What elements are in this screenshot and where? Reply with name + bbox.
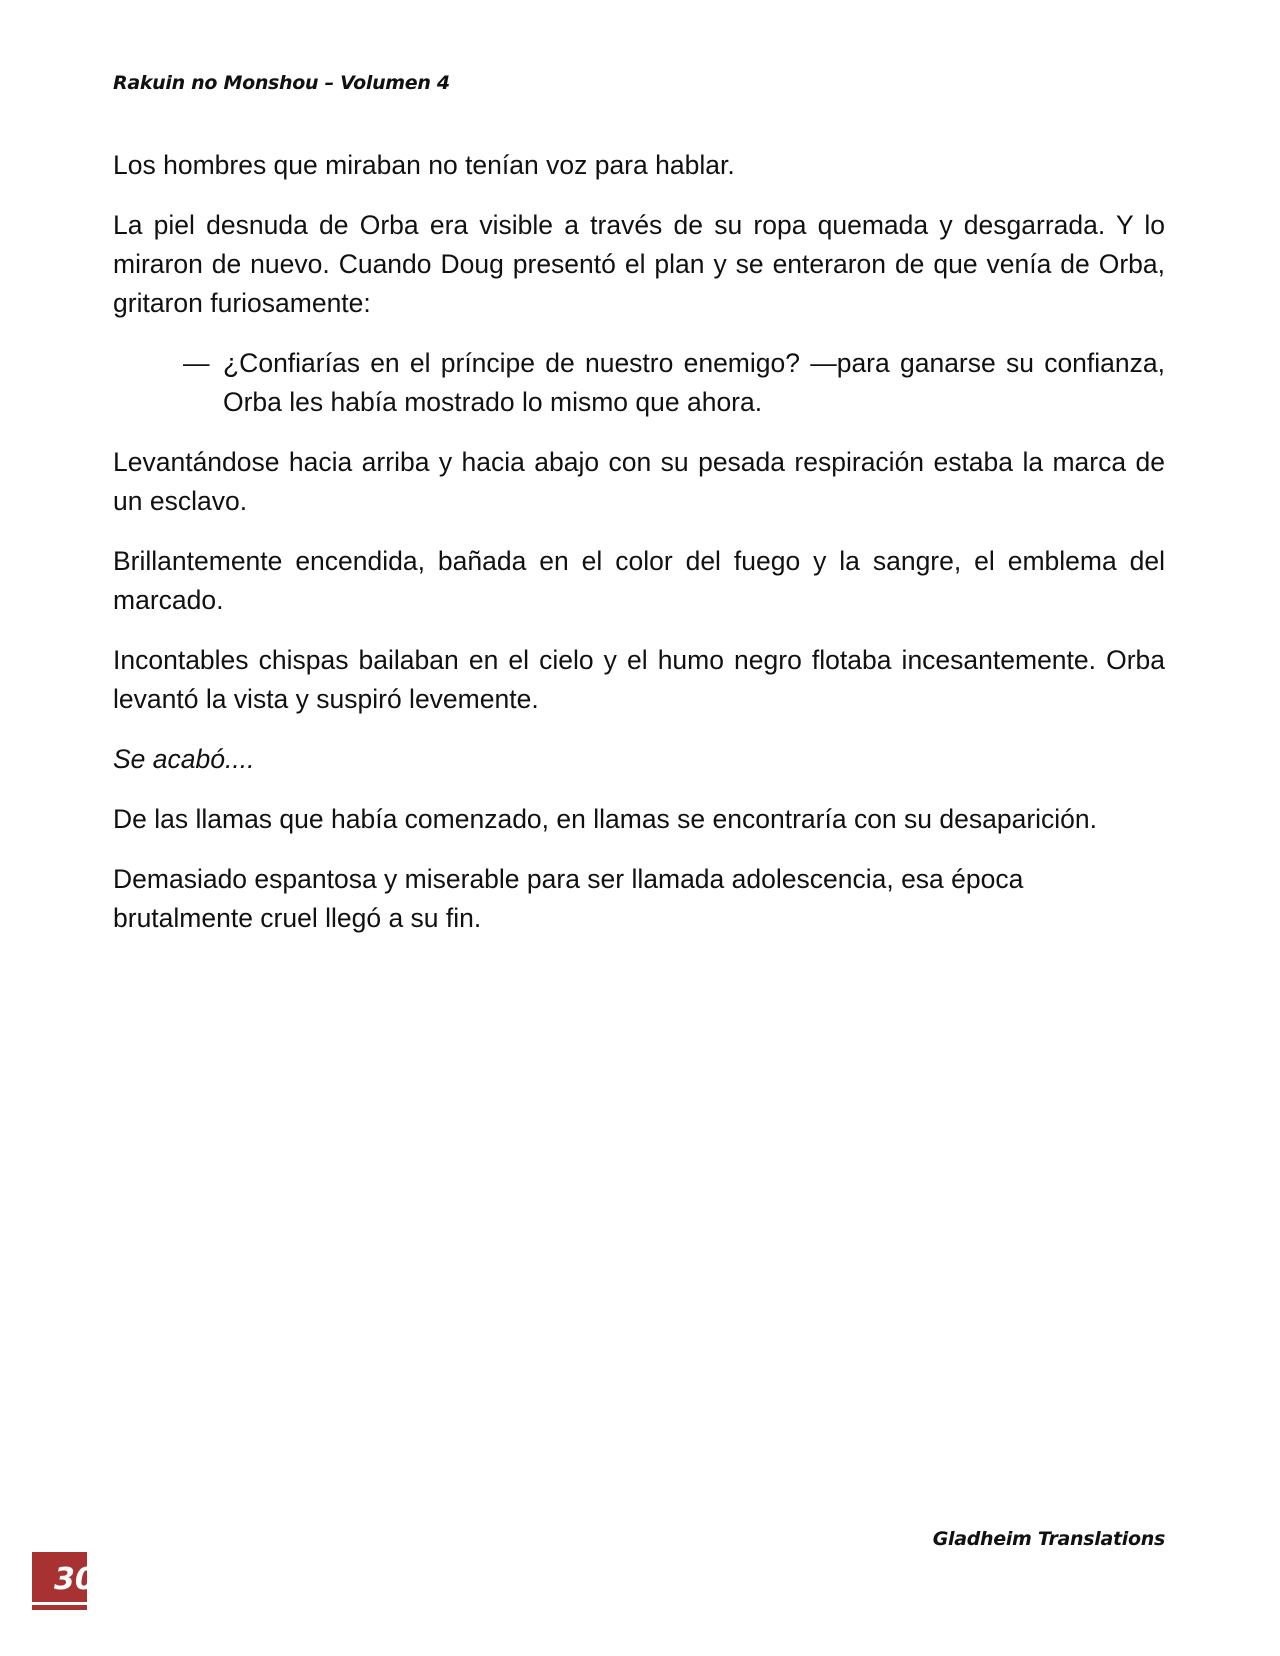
running-header: Rakuin no Monshou – Volumen 4 <box>113 72 450 94</box>
paragraph-4: Brillantemente encendida, bañada en el color del fuego y la sangre, el emblema del marcado. <box>113 546 1165 615</box>
footer-credit: Gladheim Translations <box>932 1528 1165 1550</box>
paragraph-8: Demasiado espantosa y miserable para ser llamada adolescencia, esa época brutalmente cruel llegó a su fin. <box>113 864 1024 933</box>
paragraph-2: La piel desnuda de Orba era visible a través de su ropa quemada y desgarrada. Y lo miraron de nuevo. Cuando Doug presentó el plan y se enteraron de que venía de Orba, gritaron furiosamente: <box>113 210 1165 318</box>
paragraph-5: Incontables chispas bailaban en el cielo y el humo negro flotaba incesantemente. Orba levantó la vista y suspiró levemente. <box>113 645 1165 714</box>
paragraph-3: Levantándose hacia arriba y hacia abajo con su pesada respiración estaba la marca de un esclavo. <box>113 447 1165 516</box>
page-number-underline <box>32 1602 87 1605</box>
page-body <box>113 146 1165 959</box>
dialogue-dash: — <box>183 348 210 378</box>
paragraph-1: Los hombres que miraban no tenían voz para hablar. <box>113 150 735 180</box>
page-number: 30 <box>54 1562 96 1597</box>
paragraph-7: De las llamas que había comenzado, en llamas se encontraría con su desaparición. <box>113 804 1098 834</box>
dialogue-text: ¿Confiarías en el príncipe de nuestro enemigo? —para ganarse su confianza, Orba les había mostrado lo mismo que ahora. <box>223 348 1165 417</box>
dialogue-block <box>183 344 1165 422</box>
paragraph-6: Se acabó.... <box>113 744 255 774</box>
